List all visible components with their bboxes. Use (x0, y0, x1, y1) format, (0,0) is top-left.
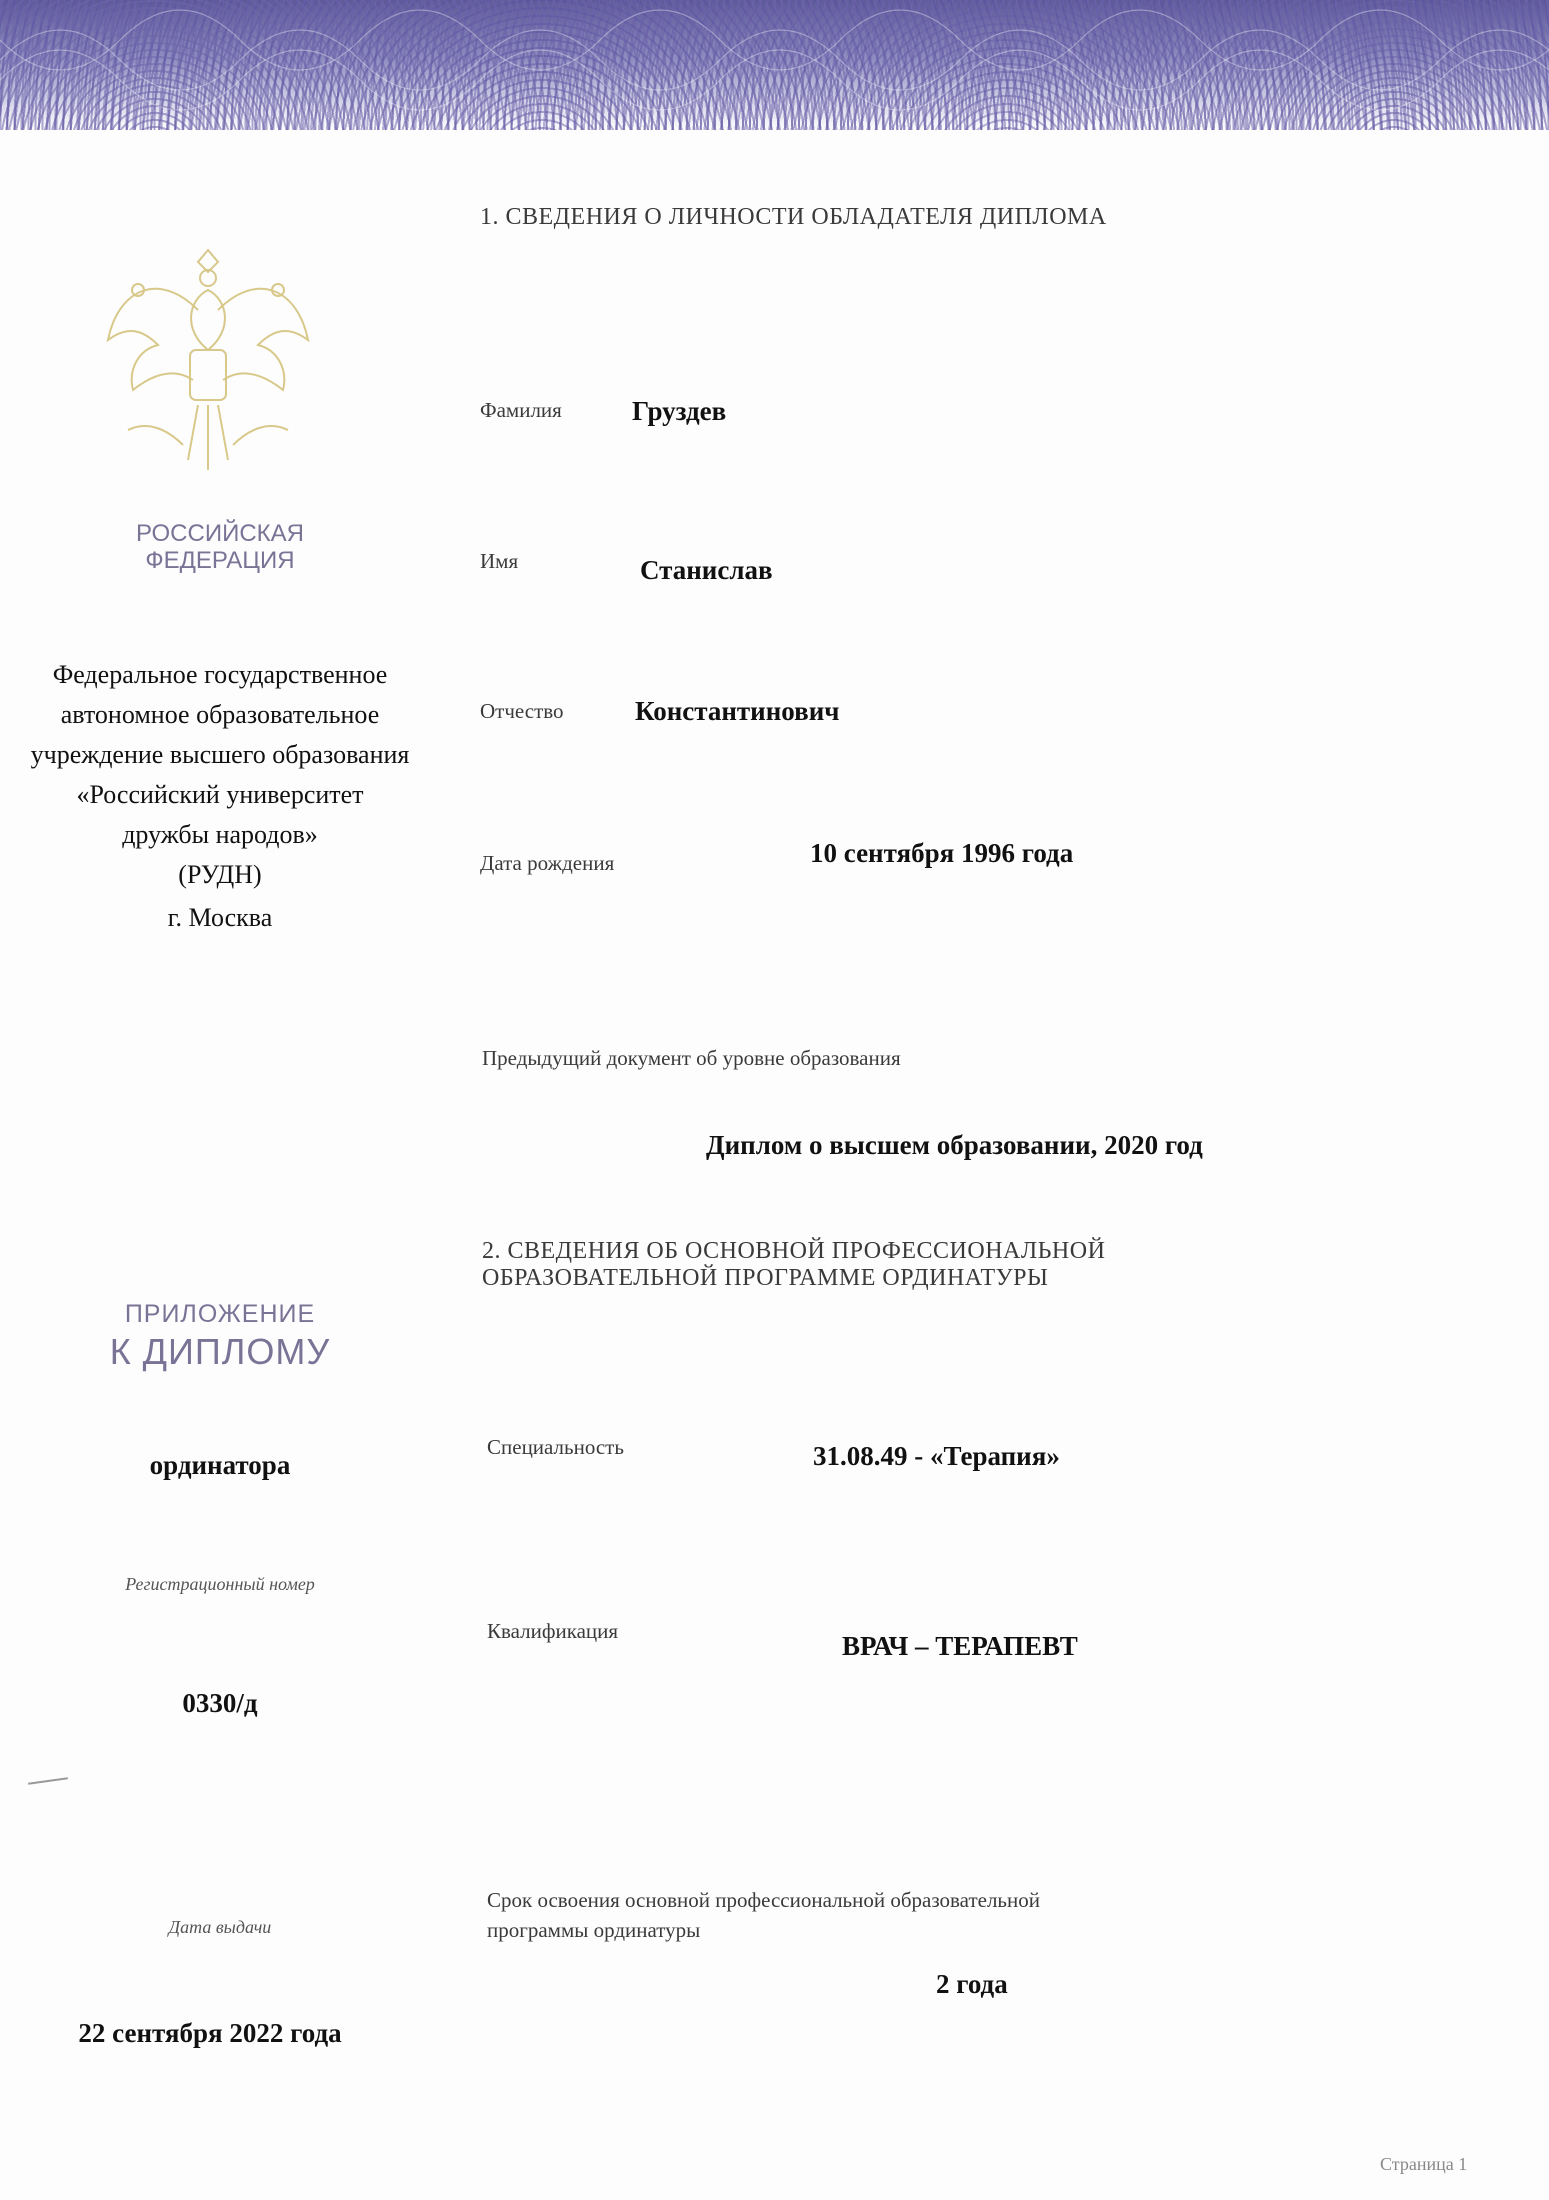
institution-line: учреждение высшего образования (30, 740, 410, 769)
institution-line: дружбы народов» (122, 820, 318, 849)
patronymic-value: Константинович (635, 696, 840, 726)
country-name (20, 520, 420, 574)
surname-label: Фамилия (480, 398, 562, 422)
section-1-title: 1. СВЕДЕНИЯ О ЛИЧНОСТИ ОБЛАДАТЕЛЯ ДИПЛОМА (480, 204, 1107, 230)
issue-date: 22 сентября 2022 года (78, 2018, 342, 2048)
name-value: Станислав (640, 555, 773, 585)
appendix-line-1: ПРИЛОЖЕНИЕ (124, 1300, 316, 1328)
institution-line: (РУДН) (178, 860, 262, 889)
duration-value: 2 года (936, 1969, 1008, 1999)
institution-name (20, 655, 420, 895)
qualification-label: Квалификация (487, 1619, 619, 1643)
section-2-title-line-2: ОБРАЗОВАТЕЛЬНОЙ ПРОГРАММЕ ОРДИНАТУРЫ (482, 1265, 1049, 1291)
specialty-label: Специальность (487, 1435, 624, 1459)
appendix-line-2: К ДИПЛОМУ (109, 1331, 331, 1372)
guilloche-header-band (0, 0, 1549, 130)
side-security-strip (1488, 1720, 1518, 2090)
coat-of-arms-icon (88, 230, 328, 490)
city: г. Москва (167, 903, 273, 932)
institution-line: «Российский университет (76, 780, 364, 809)
specialty-value: 31.08.49 - «Терапия» (813, 1441, 1060, 1471)
degree-type: ординатора (149, 1450, 291, 1480)
country-line-2: ФЕДЕРАЦИЯ (145, 547, 295, 574)
prev-doc-label: Предыдущий документ об уровне образования (482, 1046, 901, 1070)
duration-label-line-2: программы ординатуры (487, 1918, 701, 1942)
prev-doc-value: Диплом о высшем образовании, 2020 год (706, 1130, 1203, 1160)
guilloche-pattern (0, 0, 1549, 130)
section-2-title-line-1: 2. СВЕДЕНИЯ ОБ ОСНОВНОЙ ПРОФЕССИОНАЛЬНОЙ (482, 1238, 1106, 1264)
country-line-1: РОССИЙСКАЯ (136, 520, 304, 547)
dob-value: 10 сентября 1996 года (810, 838, 1074, 868)
duration-label (487, 1885, 1040, 1945)
dob-label: Дата рождения (480, 851, 615, 875)
section-2-title (482, 1238, 1105, 1292)
registration-label: Регистрационный номер (125, 1574, 315, 1594)
appendix-title (20, 1300, 420, 1373)
duration-label-line-1: Срок освоения основной профессиональной образовательной (487, 1888, 1040, 1912)
qualification-value: ВРАЧ – ТЕРАПЕВТ (842, 1631, 1078, 1661)
institution-line: автономное образовательное (60, 700, 380, 729)
name-label: Имя (480, 549, 519, 573)
divider-mark (28, 1777, 68, 1785)
surname-value: Груздев (632, 396, 727, 426)
patronymic-label: Отчество (480, 699, 564, 723)
registration-number: 0330/д (182, 1688, 258, 1718)
issue-date-label: Дата выдачи (168, 1917, 272, 1937)
page-mark: Страница 1 (1380, 2154, 1468, 2174)
institution-line: Федеральное государственное (52, 660, 388, 689)
